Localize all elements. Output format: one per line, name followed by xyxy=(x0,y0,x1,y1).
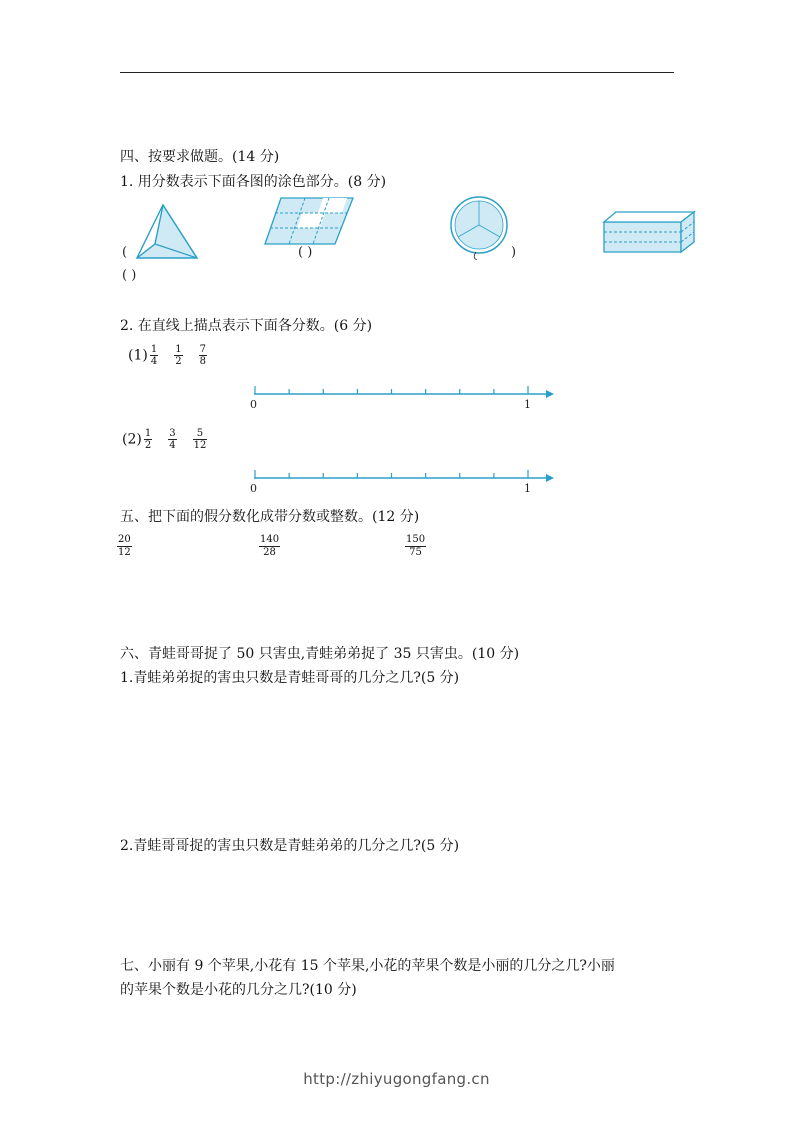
fraction-numerator: 20 xyxy=(118,534,131,545)
part2-row xyxy=(122,428,213,451)
fraction-numerator: 5 xyxy=(193,428,208,440)
fraction xyxy=(199,344,207,367)
fraction-numerator: 140 xyxy=(260,534,280,545)
fraction-denominator: 12 xyxy=(193,440,207,451)
fraction-denominator: 2 xyxy=(175,356,182,367)
fraction-denominator: 4 xyxy=(150,356,158,367)
section6-q2: 2.青蛙哥哥捉的害虫只数是青蛙弟弟的几分之几?(5 分) xyxy=(120,838,460,854)
section7-line2: 的苹果个数是小花的几分之几?(10 分) xyxy=(120,982,357,998)
number-line-end-label: 1 xyxy=(524,398,531,411)
fraction-denominator: 2 xyxy=(144,440,152,451)
section5-title: 五、把下面的假分数化成带分数或整数。(12 分) xyxy=(120,509,420,525)
fraction-denominator: 4 xyxy=(169,440,176,451)
answer-paren-1: ( xyxy=(122,245,128,260)
fraction-numerator: 7 xyxy=(199,344,206,355)
fraction xyxy=(150,344,158,367)
fraction-numerator: 150 xyxy=(406,534,426,545)
fraction xyxy=(144,428,152,451)
fraction-denominator: 75 xyxy=(409,547,422,558)
number-line-start-label: 0 xyxy=(250,398,257,411)
answer-paren-4: ) xyxy=(511,245,517,260)
section6-q1: 1.青蛙弟弟捉的害虫只数是青蛙哥哥的几分之几?(5 分) xyxy=(120,670,460,686)
fraction xyxy=(168,428,176,451)
star-circle-figure xyxy=(446,194,512,260)
section7-line1: 七、小丽有 9 个苹果,小花有 15 个苹果,小花的苹果个数是小丽的几分之几?小丽 xyxy=(120,958,615,974)
section6-title: 六、青蛙哥哥捉了 50 只害虫,青蛙弟弟捉了 35 只害虫。(10 分) xyxy=(120,646,520,662)
answer-paren-2: ( ) xyxy=(298,245,313,260)
improper-fraction-3 xyxy=(405,534,426,559)
fraction-denominator: 12 xyxy=(118,547,131,558)
part1-label: (1) xyxy=(128,347,148,364)
fraction-denominator: 28 xyxy=(263,547,276,558)
fraction xyxy=(193,428,208,451)
number-line-2 xyxy=(240,464,560,496)
footer-url: http://zhiyugongfang.cn xyxy=(303,1070,490,1088)
fraction-numerator: 1 xyxy=(150,344,158,355)
fraction-numerator: 3 xyxy=(169,428,176,439)
header-rule xyxy=(120,72,674,73)
answer-paren-3: ( ) xyxy=(122,268,137,283)
fraction-denominator: 8 xyxy=(199,356,206,367)
improper-fraction-1 xyxy=(117,534,132,559)
number-line-start-label: 0 xyxy=(250,482,257,495)
parallelogram-grid-figure xyxy=(263,196,355,248)
part2-label: (2) xyxy=(122,431,142,448)
number-line-end-label: 1 xyxy=(524,482,531,495)
section4-title: 四、按要求做题。(14 分) xyxy=(120,149,280,165)
fraction-numerator: 1 xyxy=(144,428,152,439)
fraction xyxy=(174,344,182,367)
fraction-numerator: 1 xyxy=(175,344,182,355)
cuboid-figure xyxy=(601,209,697,255)
pyramid-figure xyxy=(135,202,199,262)
ticks-2 xyxy=(255,470,528,478)
section4-q1: 1. 用分数表示下面各图的涂色部分。(8 分) xyxy=(120,174,387,190)
section4-q2: 2. 在直线上描点表示下面各分数。(6 分) xyxy=(120,318,373,334)
improper-fraction-2 xyxy=(259,534,280,559)
number-line-1 xyxy=(240,380,560,412)
part1-row xyxy=(128,344,213,367)
ticks-1 xyxy=(255,386,528,394)
